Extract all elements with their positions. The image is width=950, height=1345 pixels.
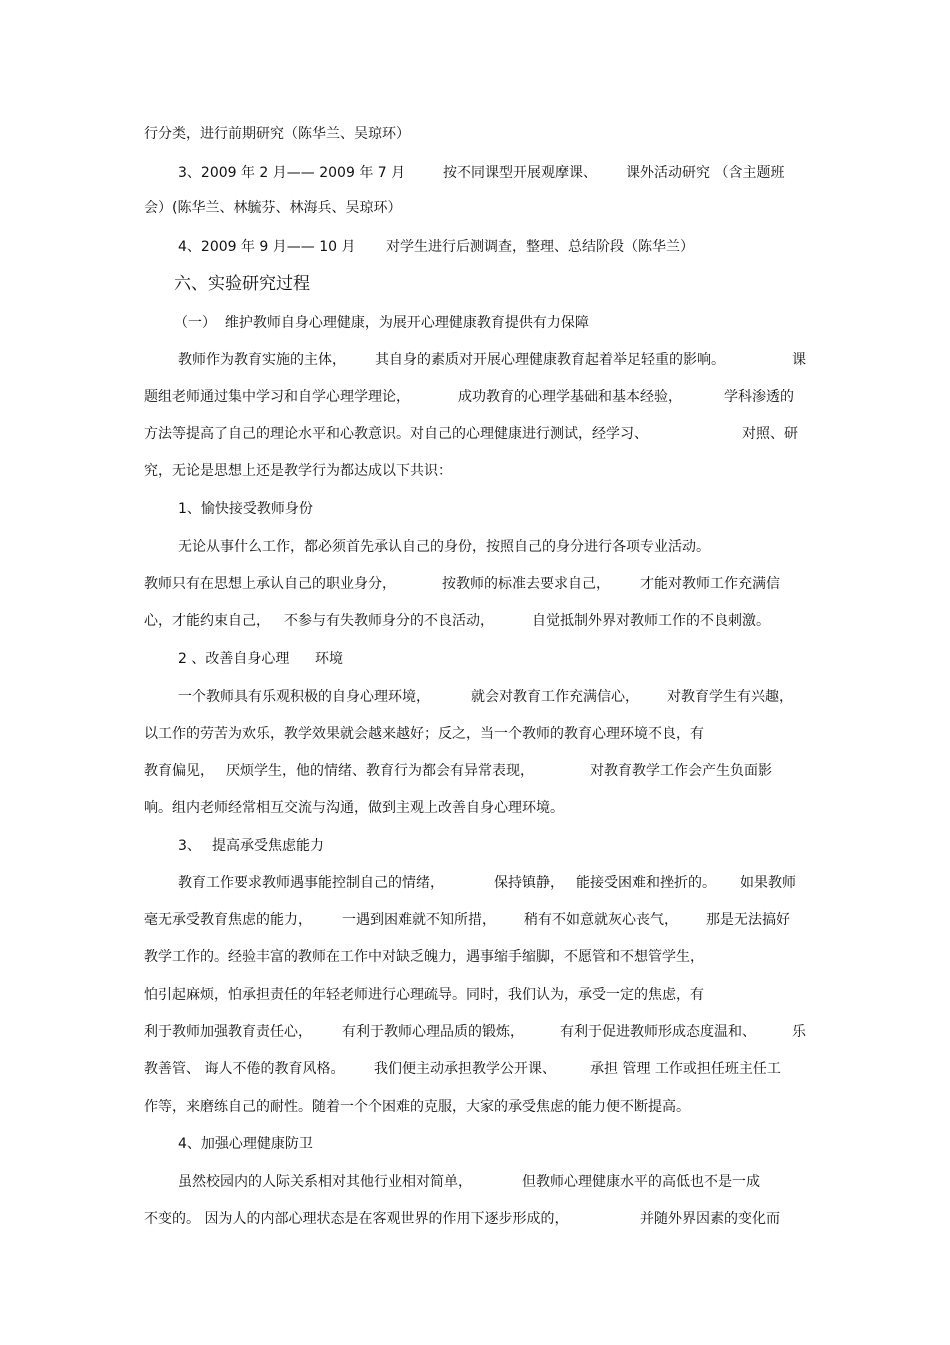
text-segment: 4、加强心理健康防卫 [178, 1136, 313, 1152]
subsection-heading [0, 498, 950, 520]
section-heading [0, 273, 950, 295]
text-segment: 方法等提高了自己的理论水平和心教意识。对自己的心理健康进行测试，经学习、 [144, 426, 648, 442]
text-segment: 对照、研 [742, 426, 798, 442]
text-segment: 有利于教师心理品质的锻炼， [342, 1024, 524, 1040]
text-segment: 教育工作要求教师遇事能控制自己的情绪， [178, 875, 444, 891]
text-segment: 课外活动研究 （含主题班 [626, 165, 785, 181]
text-segment: 不变的。 因为人的内部心理状态是在客观世界的作用下逐步形成的， [144, 1211, 569, 1227]
text-line [0, 1208, 950, 1230]
text-line [0, 197, 950, 219]
text-line [0, 1171, 950, 1193]
text-line [0, 872, 950, 894]
text-segment: 教育偏见， [144, 763, 214, 779]
text-segment: 就会对教育工作充满信心， [471, 689, 639, 705]
text-line [0, 573, 950, 595]
text-segment: 按不同课型开展观摩课、 [443, 165, 597, 181]
text-line [0, 460, 950, 482]
text-segment: 按教师的标准去要求自己， [442, 576, 610, 592]
text-segment: 题组老师通过集中学习和自学心理学理论， [144, 389, 410, 405]
text-segment: 我们便主动承担教学公开课、 [374, 1061, 556, 1077]
section-heading-text: 六、实验研究过程 [174, 274, 310, 294]
text-line [0, 760, 950, 782]
text-segment: 那是无法搞好 [706, 912, 790, 928]
text-line [0, 162, 950, 184]
text-segment: 究，无论是思想上还是教学行为都达成以下共识： [144, 463, 452, 479]
text-segment: 4、2009 年 9 月—— 10 月 [178, 239, 356, 255]
text-segment: 成功教育的心理学基础和基本经验， [458, 389, 682, 405]
text-line [0, 349, 950, 371]
text-segment: 响。组内老师经常相互交流与沟通，做到主观上改善自身心理环境。 [144, 800, 564, 816]
text-line [0, 1096, 950, 1118]
text-line [0, 1021, 950, 1043]
text-segment: 虽然校园内的人际关系相对其他行业相对简单， [178, 1174, 472, 1190]
text-segment: 2 、改善自身心理 [178, 651, 290, 667]
text-segment: 对教育学生有兴趣， [667, 689, 793, 705]
text-segment: 一遇到困难就不知所措， [342, 912, 496, 928]
text-segment: 教善管、 诲人不倦的教育风格。 [144, 1061, 345, 1077]
text-segment: 3、2009 年 2 月—— 2009 年 7 月 [178, 165, 406, 181]
text-segment: 但教师心理健康水平的高低也不是一成 [522, 1174, 760, 1190]
text-segment: 教学工作的。经验丰富的教师在工作中对缺乏魄力，遇事缩手缩脚，不愿管和不想管学生， [144, 949, 704, 965]
text-line [0, 797, 950, 819]
subsection-heading [0, 1133, 950, 1155]
text-segment: 毫无承受教育焦虑的能力， [144, 912, 312, 928]
text-segment: 稍有不如意就灰心丧气， [524, 912, 678, 928]
text-line [0, 610, 950, 632]
text-segment: 不参与有失教师身分的不良活动， [284, 613, 494, 629]
text-line [0, 123, 950, 145]
subsection-heading [0, 648, 950, 670]
text-line [0, 909, 950, 931]
text-segment: 行分类，进行前期研究（陈华兰、吴琼环） [144, 126, 410, 142]
subsection-heading [0, 312, 950, 334]
text-line [0, 386, 950, 408]
text-segment: 如果教师 [740, 875, 796, 891]
text-segment: 才能对教师工作充满信 [640, 576, 780, 592]
text-line [0, 423, 950, 445]
text-line [0, 686, 950, 708]
text-line [0, 946, 950, 968]
text-segment: 环境 [315, 651, 343, 667]
text-segment: 1、愉快接受教师身份 [178, 501, 313, 517]
text-segment: 怕引起麻烦，怕承担责任的年轻老师进行心理疏导。同时，我们认为，承受一定的焦虑，有 [144, 987, 704, 1003]
text-line [0, 1058, 950, 1080]
text-segment: 能接受困难和挫折的。 [576, 875, 716, 891]
text-segment: 3、 [178, 838, 201, 854]
text-segment: 教师只有在思想上承认自己的职业身分， [144, 576, 396, 592]
text-segment: 一个教师具有乐观积极的自身心理环境， [178, 689, 430, 705]
text-segment: 保持镇静， [494, 875, 564, 891]
text-segment: 乐 [792, 1024, 806, 1040]
text-line [0, 536, 950, 558]
text-line [0, 723, 950, 745]
text-segment: 以工作的劳苦为欢乐，教学效果就会越来越好；反之，当一个教师的教育心理环境不良，有 [144, 726, 704, 742]
text-segment: 其自身的素质对开展心理健康教育起着举足轻重的影响。 [375, 352, 725, 368]
text-segment: 会）(陈华兰、林毓芬、林海兵、吴琼环） [144, 200, 402, 216]
text-segment: 学科渗透的 [724, 389, 794, 405]
subsection-heading [0, 835, 950, 857]
text-segment: 无论从事什么工作，都必须首先承认自己的身份，按照自己的身分进行各项专业活动。 [178, 539, 710, 555]
text-segment: 提高承受焦虑能力 [212, 838, 324, 854]
text-segment: 自觉抵制外界对教师工作的不良刺激。 [532, 613, 770, 629]
text-segment: （一） 维护教师自身心理健康，为展开心理健康教育提供有力保障 [174, 315, 589, 331]
text-segment: 对学生进行后测调查，整理、总结阶段（陈华兰） [386, 239, 694, 255]
text-segment: 有利于促进教师形成态度温和、 [560, 1024, 756, 1040]
text-segment: 课 [792, 352, 806, 368]
text-segment: 教师作为教育实施的主体， [178, 352, 346, 368]
text-segment: 对教育教学工作会产生负面影 [590, 763, 772, 779]
text-segment: 心，才能约束自己， [144, 613, 270, 629]
text-segment: 利于教师加强教育责任心， [144, 1024, 312, 1040]
text-segment: 并随外界因素的变化而 [640, 1211, 780, 1227]
text-line [0, 984, 950, 1006]
text-line [0, 236, 950, 258]
text-segment: 作等，来磨练自己的耐性。随着一个个困难的克服，大家的承受焦虑的能力便不断提高。 [144, 1099, 690, 1115]
text-segment: 承担 管理 工作或担任班主任工 [590, 1061, 781, 1077]
text-segment: 厌烦学生，他的情绪、教育行为都会有异常表现， [226, 763, 534, 779]
